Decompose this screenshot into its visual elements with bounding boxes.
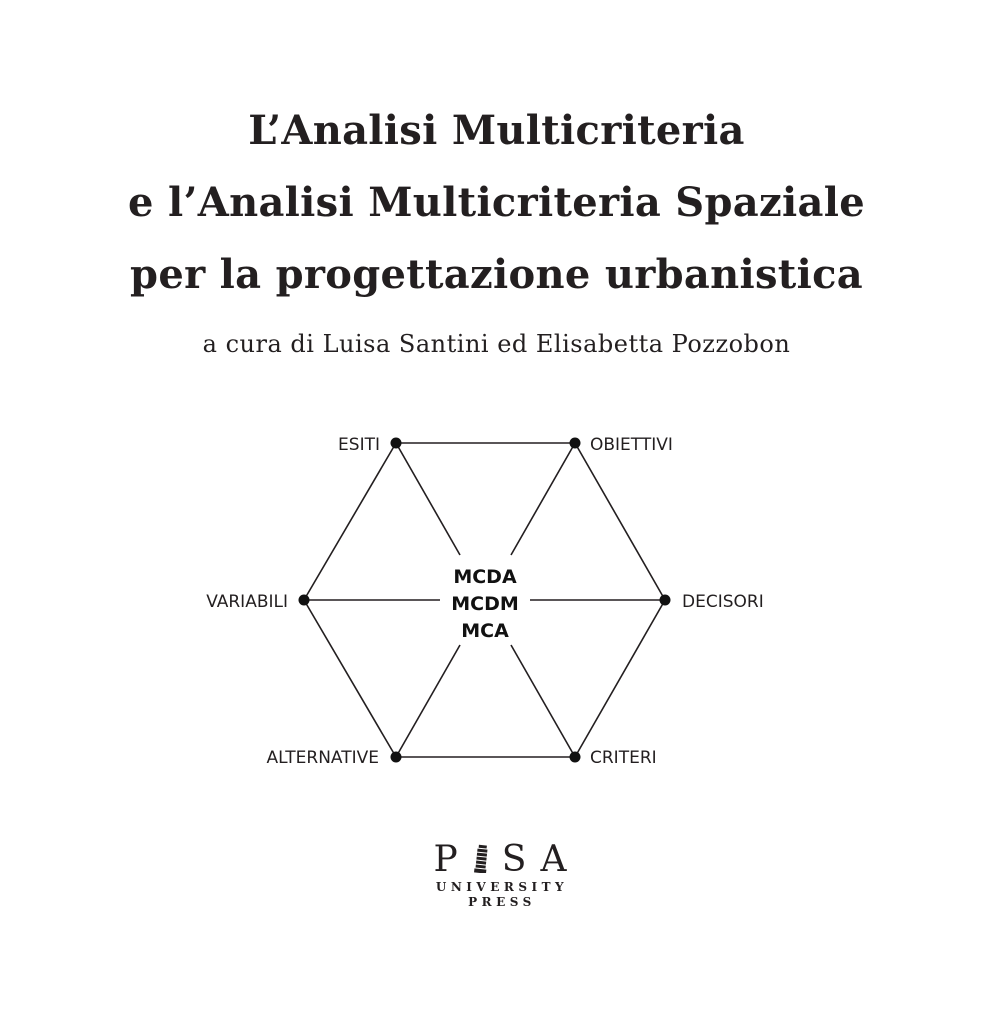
node-label-criteri: CRITERI [590,748,657,768]
diag-obiettivi-center [511,443,575,555]
node-alternative-dot [391,752,402,763]
tower-tier-3 [476,857,486,861]
edge-alternative-variabili [304,600,396,757]
publisher-logo-main [414,840,600,880]
title-line-2: e l’Analisi Multicriteria Spaziale [128,179,865,226]
editors-line: a cura di Luisa Santini ed Elisabetta Pozzobon [202,330,791,358]
node-label-obiettivi: OBIETTIVI [590,435,673,455]
center-label-mcda: MCDA [453,566,517,588]
node-variabili-dot [299,595,310,606]
publisher-logo-press: PRESS [468,895,536,909]
center-label-mcdm: MCDM [451,593,519,615]
node-decisori-dot [660,595,671,606]
tower-tier-2 [477,853,487,857]
node-label-decisori: DECISORI [682,592,764,612]
node-label-esiti: ESITI [338,435,380,455]
tower-base [474,868,486,873]
leaning-tower-icon [472,843,488,873]
tower-top [478,845,486,849]
logo-letters-sa: SA [501,839,581,880]
node-obiettivi-dot [570,438,581,449]
edge-obiettivi-decisori [575,443,665,600]
edge-variabili-esiti [304,443,396,600]
center-label-mca: MCA [461,620,509,642]
edge-decisori-criteri [575,600,665,757]
tower-tier-4 [476,861,486,865]
tower-tier-1 [477,849,487,853]
node-criteri-dot [570,752,581,763]
node-label-alternative: ALTERNATIVE [266,748,379,768]
publisher-logo [400,840,600,910]
node-esiti-dot [391,438,402,449]
diag-esiti-center [396,443,460,555]
title-line-1: L’Analisi Multicriteria [248,107,745,154]
title-line-3: per la progettazione urbanistica [130,251,863,298]
tower-tier-5 [475,865,485,869]
node-label-variabili: VARIABILI [206,592,288,612]
logo-letter-p: P [433,839,472,880]
diag-center-criteri [511,645,575,757]
publisher-logo-university: UNIVERSITY [435,880,569,894]
diag-center-alternative [396,645,460,757]
